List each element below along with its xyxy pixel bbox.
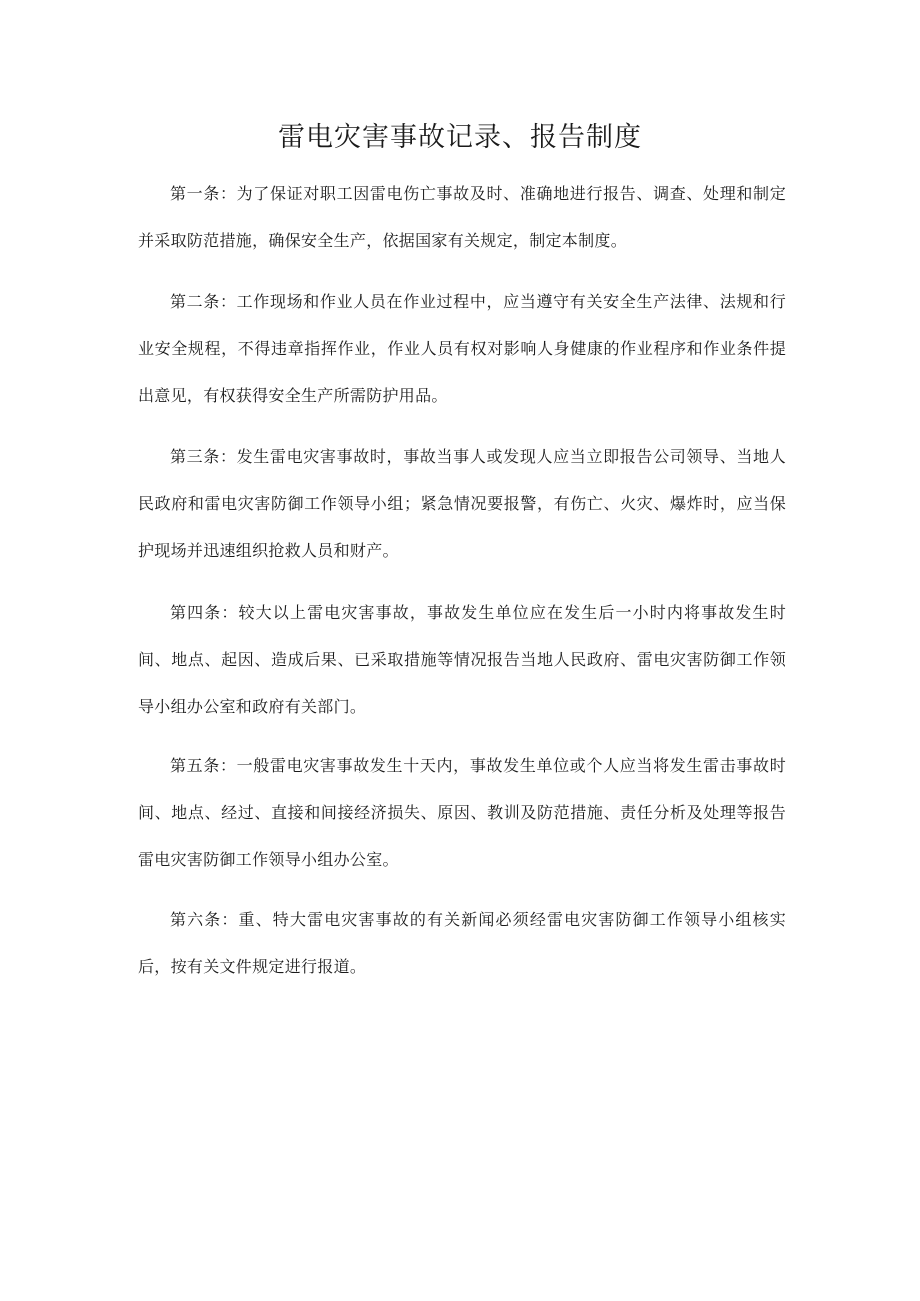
article-1: 第一条：为了保证对职工因雷电伤亡事故及时、准确地进行报告、调查、处理和制定并采取防范措施，确保安全生产，依据国家有关规定，制定本制度。	[138, 184, 786, 250]
document-title: 雷电灾害事故记录、报告制度	[278, 122, 642, 153]
article-4: 第四条：较大以上雷电灾害事故，事故发生单位应在发生后一小时内将事故发生时间、地点、起因、造成后果、已采取措施等情况报告当地人民政府、雷电灾害防御工作领导小组办公室和政府有关部门。	[138, 603, 786, 716]
article-6: 第六条：重、特大雷电灾害事故的有关新闻必须经雷电灾害防御工作领导小组核实后，按有关文件规定进行报道。	[138, 910, 786, 976]
article-3: 第三条：发生雷电灾害事故时，事故当事人或发现人应当立即报告公司领导、当地人民政府和雷电灾害防御工作领导小组；紧急情况要报警，有伤亡、火灾、爆炸时，应当保护现场并迅速组织抢救人员和财产。	[138, 447, 786, 560]
article-5: 第五条：一般雷电灾害事故发生十天内，事故发生单位或个人应当将发生雷击事故时间、地点、经过、直接和间接经济损失、原因、教训及防范措施、责任分析及处理等报告雷电灾害防御工作领导小组办公室。	[138, 756, 786, 869]
article-2: 第二条：工作现场和作业人员在作业过程中，应当遵守有关安全生产法律、法规和行业安全规程，不得违章指挥作业，作业人员有权对影响人身健康的作业程序和作业条件提出意见，有权获得安全生产所需防护用品。	[138, 292, 786, 405]
